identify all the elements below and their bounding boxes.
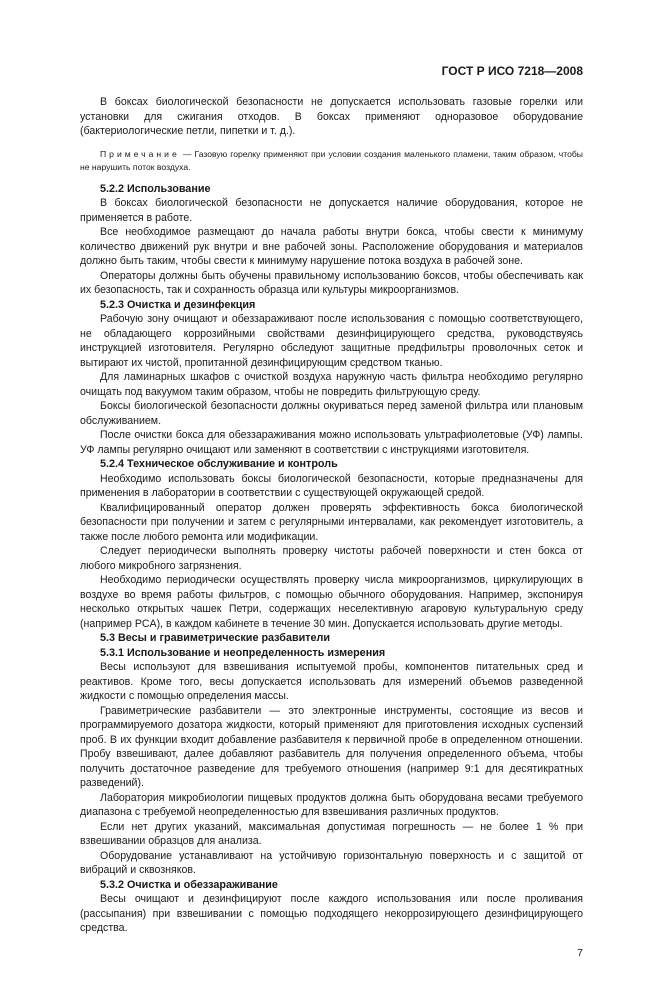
paragraph: Следует периодически выполнять проверку чистоты рабочей поверхности и стен бокса от любого микробного загрязнения.	[80, 545, 583, 572]
document-header: ГОСТ Р ИСО 7218—2008	[441, 64, 583, 78]
document-body	[80, 95, 583, 936]
paragraph: Лаборатория микробиологии пищевых продуктов должна быть оборудована весами требуемого диапазона с требуемой неопределенностью для взвешивания различных продуктов.	[80, 791, 583, 818]
paragraph: Необходимо использовать боксы биологической безопасности, которые предназначены для применения в лаборатории в соответствии с существующей окружающей средой.	[80, 472, 583, 499]
paragraph: Рабочую зону очищают и обеззараживают после использования с помощью соответствующего, не обладающего коррозийными свойствами дезинфицирующего средства, руководствуясь инструкцией изготовителя. Регулярно обследуют защитные предфильтры проволочных сеток и вытирают их чистой, пропитанной дезинфицирующим средством тканью.	[80, 313, 583, 369]
paragraph: Если нет других указаний, максимальная допустимая погрешность — не более 1 % при взвешивании образцов для анализа.	[80, 820, 583, 847]
section-heading-5-3-1: 5.3.1 Использование и неопределенность измерения	[100, 646, 386, 659]
section-heading-5-3: 5.3 Весы и гравиметрические разбавители	[100, 632, 331, 644]
paragraph: Квалифицированный оператор должен проверять эффективность бокса биологической безопасности при получении и затем с регулярными интервалами, как рекомендует изготовитель, а также после любого ремонта или модификации.	[80, 501, 583, 543]
note-text: — Газовую горелку применяют при условии создания маленького пламени, таким образом, чтобы не нарушить поток воздуха.	[80, 148, 583, 172]
paragraph: Гравиметрические разбавители — это электронные инструменты, состоящие из весов и программируемого дозатора жидкости, который применяют для приготовления исходных суспензий проб. В их функции входит добавление разбавителя к первичной пробе в определенном отношении. Пробу взвешивают, далее добавляют разбавитель для получения определенного объема, чтобы получить достаточное разведение для требуемого отношения (например 9:1 для десятикратных разведений).	[80, 704, 583, 789]
paragraph: Боксы биологической безопасности должны окуриваться перед заменой фильтра или плановым обслуживанием.	[80, 400, 583, 427]
note	[80, 148, 583, 174]
paragraph: Весы используют для взвешивания испытуемой пробы, компонентов питательных сред и реактивов. Кроме того, весы допускается использовать для измерений объемов разведенной жидкости с помощью определения массы.	[80, 661, 583, 702]
paragraph: Для ламинарных шкафов с очисткой воздуха наружную часть фильтра необходимо регулярно очищать под вакуумом таким образом, чтобы не повредить фильтрующую среду.	[80, 371, 583, 398]
section-heading-5-2-3: 5.2.3 Очистка и дезинфекция	[100, 298, 256, 311]
section-heading-5-3-2: 5.3.2 Очистка и обеззараживание	[100, 878, 278, 891]
paragraph: Весы очищают и дезинфицируют после каждого использования или после проливания (рассыпания) при взвешивании с помощью подходящего некоррозирующего дезинфицирующего средства.	[80, 893, 583, 934]
paragraph: Необходимо периодически осуществлять проверку числа микроорганизмов, циркулирующих в воздухе во время работы фильтров, с помощью обычного оборудования. Например, экспонируя несколько открытых чашек Петри, содержащих неселективную агаровую культуральную среду (например PCA), в каждом кабинете в течение 30 мин. Допускается использовать другие методы.	[80, 574, 583, 630]
paragraph: В боксах биологической безопасности не допускается наличие оборудования, которое не применяется в работе.	[80, 197, 583, 224]
page-number: 7	[577, 946, 583, 959]
intro-paragraph: В боксах биологической безопасности не допускается использовать газовые горелки или установки для сжигания отходов. В боксах применяют одноразовое оборудование (бактериологические петли, пипетки и т. д.).	[80, 96, 583, 137]
paragraph: Операторы должны быть обучены правильному использованию боксов, чтобы обеспечивать как их безопасность, так и сохранность образца или культуры микроорганизмов.	[80, 269, 583, 296]
section-heading-5-2-2: 5.2.2 Использование	[100, 182, 211, 195]
paragraph: Оборудование устанавливают на устойчивую горизонтальную поверхность и с защитой от вибраций и сквозняков.	[80, 849, 583, 876]
paragraph: После очистки бокса для обеззараживания можно использовать ультрафиолетовые (УФ) лампы. УФ лампы регулярно очищают или заменяют в соответствии с инструкциями изготовителя.	[80, 429, 583, 456]
note-label: Примечание	[100, 148, 180, 159]
section-heading-5-2-4: 5.2.4 Техническое обслуживание и контроль	[100, 458, 338, 470]
paragraph: Все необходимое размещают до начала работы внутри бокса, чтобы свести к минимуму количество движений рук внутри и вне рабочей зоны. Расположение оборудования и материалов должно быть таким, чтобы свести к минимуму нарушение потока воздуха в рабочей зоне.	[80, 226, 583, 267]
